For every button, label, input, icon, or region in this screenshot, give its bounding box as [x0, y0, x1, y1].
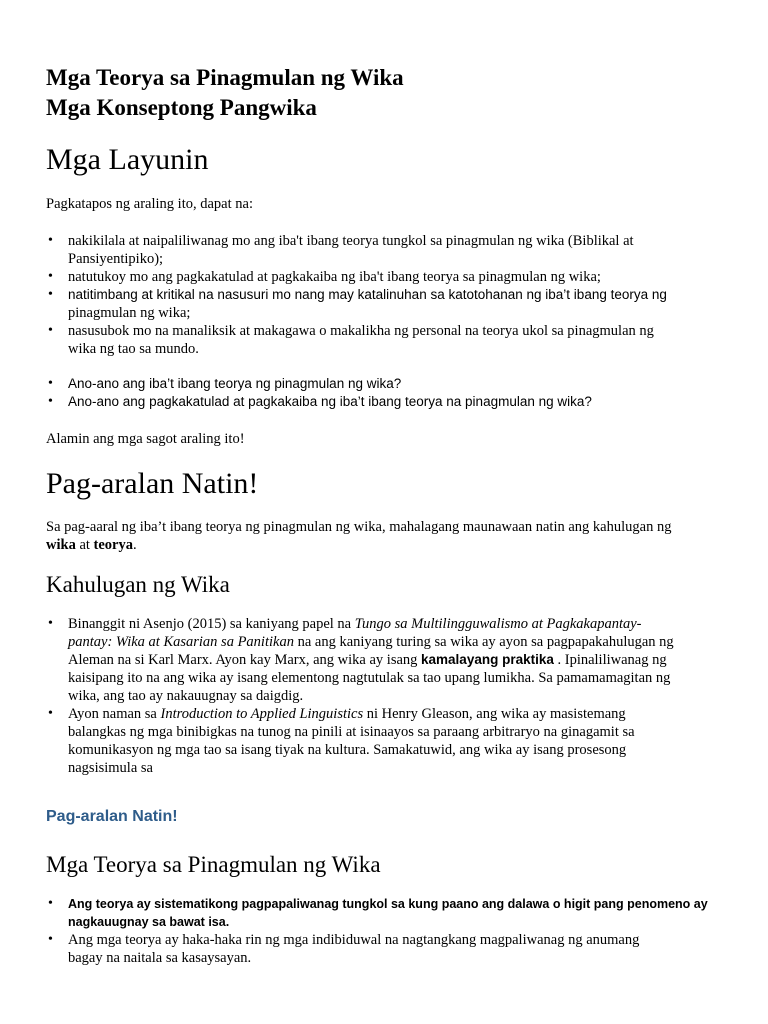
questions-list [46, 375, 726, 411]
list-item: • nasusubok mo na manaliksik at makagawa o makalikha ng personal na teorya ukol sa pinagmulan ng wika ng tao sa mundo. [46, 322, 726, 358]
list-item: • Ano-ano ang iba’t ibang teorya ng pinagmulan ng wika? [46, 375, 726, 393]
objectives-intro: Pagkatapos ng araling ito, dapat na: [46, 196, 253, 212]
document-title-line1: Mga Teorya sa Pinagmulan ng Wika [46, 65, 404, 90]
term-teorya: teorya [93, 537, 133, 553]
term-wika: wika [46, 537, 76, 553]
objectives-heading: Mga Layunin [46, 143, 209, 176]
study-heading: Pag-aralan Natin! [46, 467, 259, 500]
meaning-list [46, 615, 726, 777]
objectives-closing: Alamin ang mga sagot araling ito! [46, 431, 245, 447]
study-intro-line2: wika at teorya. [46, 537, 137, 553]
section2-heading: Mga Teorya sa Pinagmulan ng Wika [46, 852, 381, 877]
list-item: • Binanggit ni Asenjo (2015) sa kaniyang papel na Tungo sa Multilingguwalismo at Pagkakapantay- pantay: Wika at Kasarian sa Panitikan na ang kaniyang turing sa wika ay ayon sa pagpapakahulugan ng Aleman na si Karl Marx. Ayon kay Marx, ang wika ay isang kamalayang praktika . Ipinaliliwanag ng kaisipang ito na ang wika ay isang elementong nagtutulak sa tao upang lumikha. Sa pamamamagitan ng wika, ang tao ay nakauugnay sa daigdig. [46, 615, 726, 705]
study-intro-line1: Sa pag-aaral ng iba’t ibang teorya ng pinagmulan ng wika, mahalagang maunawaan natin ang kahulugan ng [46, 519, 672, 535]
list-item: • natitimbang at kritikal na nasusuri mo nang may katalinuhan sa katotohanan ng iba’t ibang teorya ng pinagmulan ng wika; [46, 286, 726, 322]
list-item: • Ang teorya ay sistematikong pagpapaliwanag tungkol sa kung paano ang dalawa o higit pang penomeno ay nagkauugnay sa bawat isa. [46, 895, 726, 931]
document-title-line2: Mga Konseptong Pangwika [46, 95, 317, 120]
list-item: • Ang mga teorya ay haka-haka rin ng mga indibiduwal na nagtangkang magpaliwanag ng anumang bagay na naitala sa kasaysayan. [46, 931, 726, 967]
section2-list [46, 895, 726, 967]
list-item: • nakikilala at naipaliliwanag mo ang iba't ibang teorya tungkol sa pinagmulan ng wika (Biblikal at Pansiyentipiko); [46, 232, 726, 268]
section2-blue-heading: Pag-aralan Natin! [46, 808, 178, 825]
meaning-heading: Kahulugan ng Wika [46, 572, 230, 597]
list-item: • Ano-ano ang pagkakatulad at pagkakaiba ng iba’t ibang teorya na pinagmulan ng wika? [46, 393, 726, 411]
list-item: • natutukoy mo ang pagkakatulad at pagkakaiba ng iba't ibang teorya sa pinagmulan ng wika; [46, 268, 726, 286]
list-item: • Ayon naman sa Introduction to Applied Linguistics ni Henry Gleason, ang wika ay masistemang balangkas ng mga binibigkas na tunog na pinili at isinaayos sa paraang arbitraryo na ginagamit sa komunikasyon ng mga tao sa isang tiyak na kultura. Samakatuwid, ang wika ay isang prosesong nagsisimula sa [46, 705, 726, 777]
objectives-list [46, 232, 726, 358]
